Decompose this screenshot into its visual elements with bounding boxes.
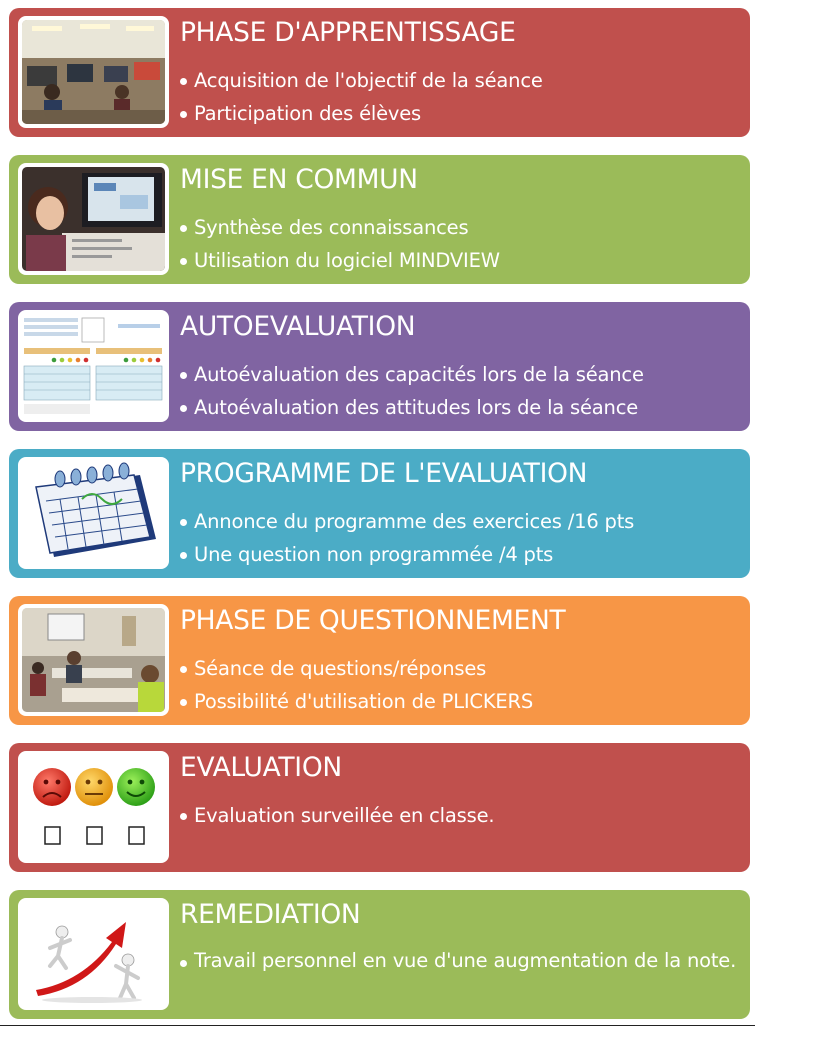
questioning-classroom-photo [18, 604, 169, 716]
bullet-list [180, 211, 740, 277]
bullet-item: Evaluation surveillée en classe. [180, 799, 740, 832]
card-title: MISE EN COMMUN [180, 164, 418, 195]
smiley-faces-icon [18, 751, 169, 863]
bullet-item: Synthèse des connaissances [180, 211, 740, 244]
bullet-item: Autoévaluation des attitudes lors de la séance [180, 391, 740, 424]
bullet-item: Une question non programmée /4 pts [180, 538, 740, 571]
step-card-evaluation [9, 743, 750, 872]
evaluation-grid-image [18, 310, 169, 422]
step-card-mise-en-commun [9, 155, 750, 284]
rising-arrow-figure-icon [18, 898, 169, 1010]
card-title: PHASE D'APPRENTISSAGE [180, 17, 516, 48]
card-title: REMEDIATION [180, 899, 361, 930]
bullet-list [180, 505, 740, 571]
bullet-item: Participation des élèves [180, 97, 740, 130]
step-card-programme [9, 449, 750, 578]
bullet-list [180, 652, 740, 718]
step-card-questionnement [9, 596, 750, 725]
bullet-item: Possibilité d'utilisation de PLICKERS [180, 685, 740, 718]
bullet-list [180, 358, 740, 424]
card-title: AUTOEVALUATION [180, 311, 416, 342]
bullet-item: Annonce du programme des exercices /16 pts [180, 505, 740, 538]
bullet-item: Acquisition de l'objectif de la séance [180, 64, 740, 97]
bullet-list [180, 946, 740, 976]
step-card-autoevaluation [9, 302, 750, 431]
bullet-list [180, 64, 740, 130]
bottom-divider [0, 1025, 755, 1026]
calendar-icon [18, 457, 169, 569]
step-card-remediation [9, 890, 750, 1019]
bullet-item: Utilisation du logiciel MINDVIEW [180, 244, 740, 277]
card-title: EVALUATION [180, 752, 342, 783]
bullet-item: Séance de questions/réponses [180, 652, 740, 685]
card-title: PHASE DE QUESTIONNEMENT [180, 605, 566, 636]
step-card-apprentissage [9, 8, 750, 137]
student-computer-photo [18, 163, 169, 275]
classroom-photo [18, 16, 169, 128]
bullet-item: Autoévaluation des capacités lors de la séance [180, 358, 740, 391]
card-title: PROGRAMME DE L'EVALUATION [180, 458, 588, 489]
bullet-item: Travail personnel en vue d'une augmentation de la note. [180, 946, 740, 976]
bullet-list [180, 799, 740, 832]
